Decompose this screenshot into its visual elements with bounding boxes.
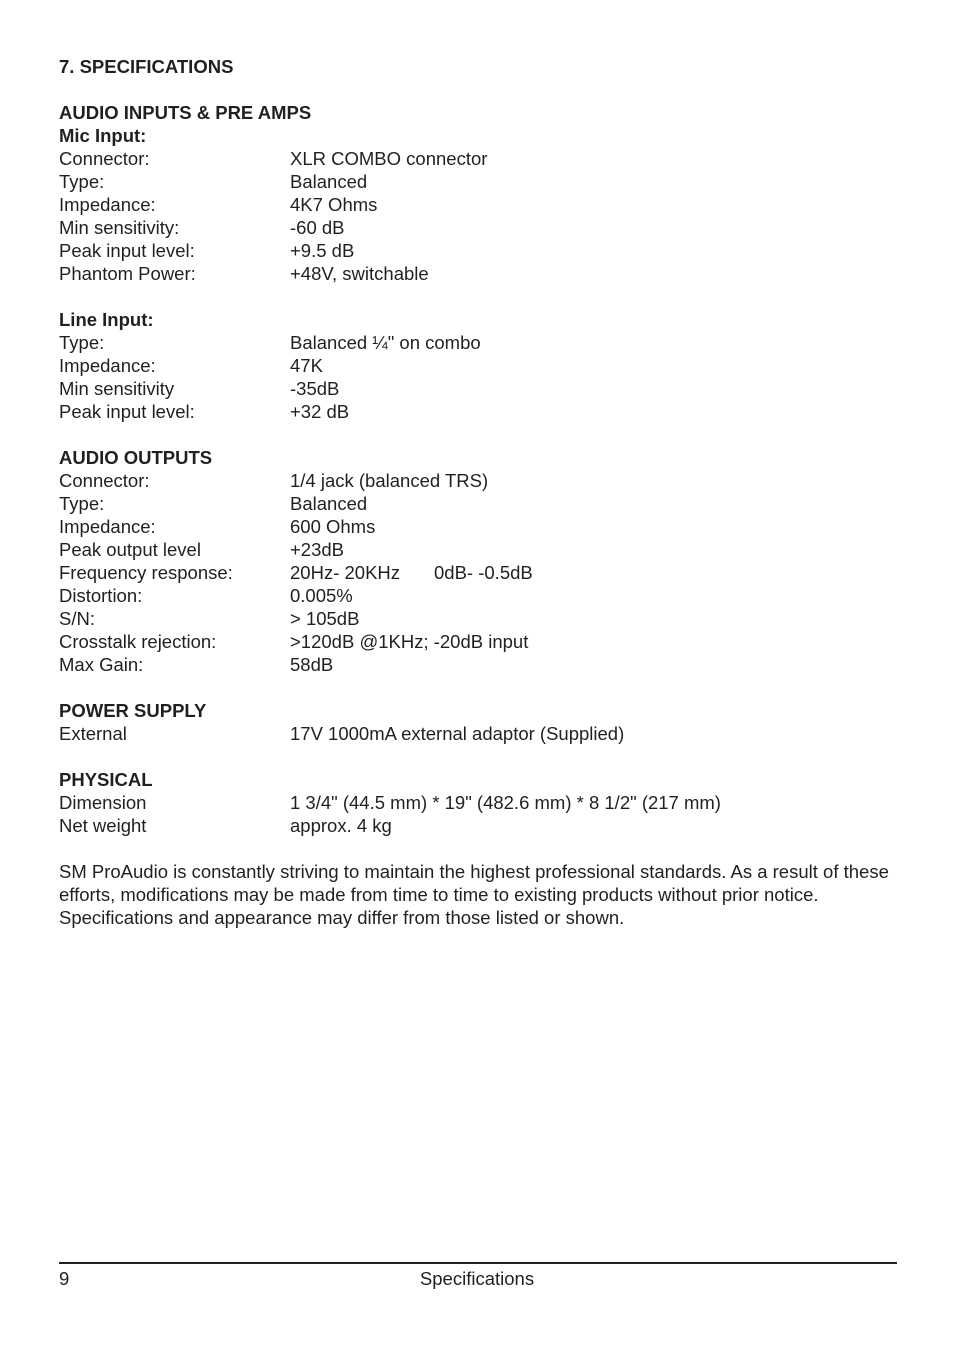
spec-row (59, 584, 899, 607)
spec-value: 1/4 jack (balanced TRS) (290, 470, 489, 491)
spec-value: >120dB @1KHz; -20dB input (290, 631, 529, 652)
spec-row (59, 400, 899, 423)
spec-value: 0.005% (290, 585, 353, 606)
footer-divider (59, 1262, 897, 1264)
spec-value: 58dB (290, 654, 334, 675)
spec-label: Type: (59, 171, 105, 192)
section-physical (59, 768, 899, 837)
spec-label: Min sensitivity (59, 378, 175, 399)
spec-value: approx. 4 kg (290, 815, 392, 836)
spec-row (59, 469, 899, 492)
section-audio-outputs (59, 446, 899, 676)
spec-value: Balanced (290, 493, 368, 514)
section-audio-inputs (59, 101, 899, 285)
spec-label: Impedance: (59, 516, 156, 537)
spec-label: Crosstalk rejection: (59, 631, 217, 652)
spec-label: Dimension (59, 792, 147, 813)
spec-row (59, 630, 899, 653)
spec-row (59, 653, 899, 676)
section-heading: PHYSICAL (59, 769, 153, 790)
spec-row (59, 216, 899, 239)
spec-row (59, 722, 899, 745)
spec-row (59, 791, 899, 814)
section-heading: AUDIO INPUTS & PRE AMPS (59, 102, 312, 123)
spec-label: Connector: (59, 470, 150, 491)
spec-label: Impedance: (59, 194, 156, 215)
section-line-input (59, 308, 899, 423)
spec-value: -60 dB (290, 217, 345, 238)
spec-label: External (59, 723, 127, 744)
spec-row (59, 239, 899, 262)
spec-row (59, 170, 899, 193)
section-power-supply (59, 699, 899, 745)
spec-value: +9.5 dB (290, 240, 355, 261)
spec-value: 1 3/4" (44.5 mm) * 19" (482.6 mm) * 8 1/2" (217 mm) (290, 792, 721, 813)
spec-label: Impedance: (59, 355, 156, 376)
section-heading: POWER SUPPLY (59, 700, 207, 721)
spec-row (59, 492, 899, 515)
spec-value: > 105dB (290, 608, 360, 629)
spec-label: Min sensitivity: (59, 217, 180, 238)
spec-value: +48V, switchable (290, 263, 429, 284)
spec-value: Balanced (290, 171, 368, 192)
spec-row (59, 607, 899, 630)
section-heading: Line Input: (59, 309, 154, 330)
spec-row (59, 377, 899, 400)
spec-label: Phantom Power: (59, 263, 196, 284)
spec-row (59, 561, 899, 584)
spec-label: Connector: (59, 148, 150, 169)
spec-row (59, 538, 899, 561)
spec-value-secondary: 0dB- -0.5dB (434, 562, 533, 583)
spec-label: Distortion: (59, 585, 143, 606)
section-heading: AUDIO OUTPUTS (59, 447, 213, 468)
spec-value: 4K7 Ohms (290, 194, 378, 215)
spec-label: Peak input level: (59, 240, 195, 261)
spec-label: Type: (59, 332, 105, 353)
spec-label: Net weight (59, 815, 147, 836)
spec-row (59, 354, 899, 377)
spec-value: XLR COMBO connector (290, 148, 488, 169)
spec-row (59, 193, 899, 216)
spec-label: Peak input level: (59, 401, 195, 422)
spec-label: Peak output level (59, 539, 201, 560)
spec-value: 600 Ohms (290, 516, 376, 537)
disclaimer-paragraph: SM ProAudio is constantly striving to maintain the highest professional standards. As a result of these efforts, modifications may be made from time to time to existing products without prior notice. Specifications and appearance may differ from those listed or shown. (59, 861, 889, 928)
footer-title: Specifications (419, 1268, 535, 1289)
spec-row (59, 515, 899, 538)
spec-row (59, 262, 899, 285)
subsection-heading-mic-input: Mic Input: (59, 125, 147, 146)
specifications-content (59, 101, 899, 929)
spec-value: +32 dB (290, 401, 350, 422)
spec-label: Frequency response: (59, 562, 233, 583)
spec-value: +23dB (290, 539, 345, 560)
spec-row (59, 331, 899, 354)
spec-row (59, 814, 899, 837)
spec-row (59, 147, 899, 170)
spec-value: 47K (290, 355, 323, 376)
page-number: 9 (59, 1268, 70, 1289)
spec-label: Type: (59, 493, 105, 514)
spec-label: S/N: (59, 608, 95, 629)
spec-value: 17V 1000mA external adaptor (Supplied) (290, 723, 625, 744)
spec-value: 20Hz- 20KHz (290, 562, 401, 583)
spec-label: Max Gain: (59, 654, 144, 675)
spec-value: Balanced ¼" on combo (290, 332, 481, 353)
spec-value: -35dB (290, 378, 340, 399)
page-title: 7. SPECIFICATIONS (59, 56, 234, 77)
